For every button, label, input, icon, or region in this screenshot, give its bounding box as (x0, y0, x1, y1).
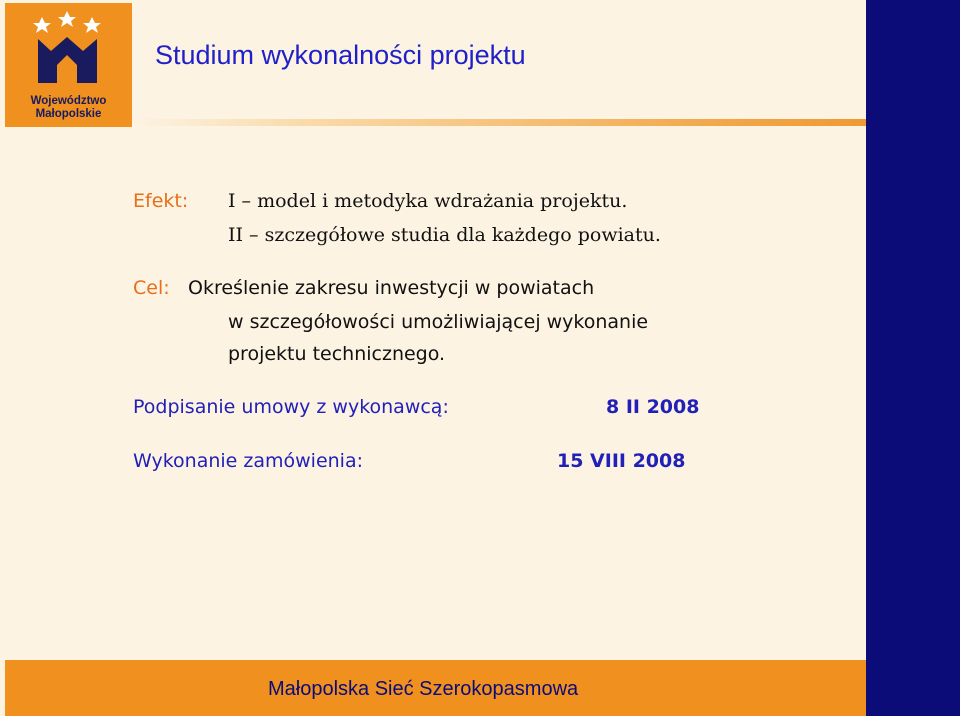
footer-title: Małopolska Sieć Szerokopasmowa (268, 678, 579, 700)
cel-line-1: Określenie zakresu inwestycji w powiatach (188, 277, 595, 299)
cel-line-2: w szczegółowości umożliwiającej wykonanie (228, 311, 649, 333)
page-title: Studium wykonalności projektu (155, 40, 526, 70)
podpisanie-date: 8 II 2008 (606, 396, 700, 418)
title-divider (132, 119, 866, 126)
logo-line-2: Małopolskie (35, 108, 102, 120)
wojewodztwo-logo (5, 3, 132, 127)
efekt-label: Efekt: (133, 190, 189, 212)
cel-label: Cel: (133, 277, 170, 299)
podpisanie-label: Podpisanie umowy z wykonawcą: (133, 396, 449, 418)
cel-line-3: projektu technicznego. (228, 343, 446, 365)
logo-line-1: Województwo (30, 95, 107, 107)
wykonanie-date: 15 VIII 2008 (557, 450, 686, 472)
wykonanie-label: Wykonanie zamówienia: (133, 450, 364, 472)
right-sidebar-bar (866, 0, 960, 716)
efekt-line-1: I – model i metodyka wdrażania projektu. (228, 190, 628, 212)
efekt-line-2: II – szczegółowe studia dla każdego powiatu. (228, 224, 661, 246)
